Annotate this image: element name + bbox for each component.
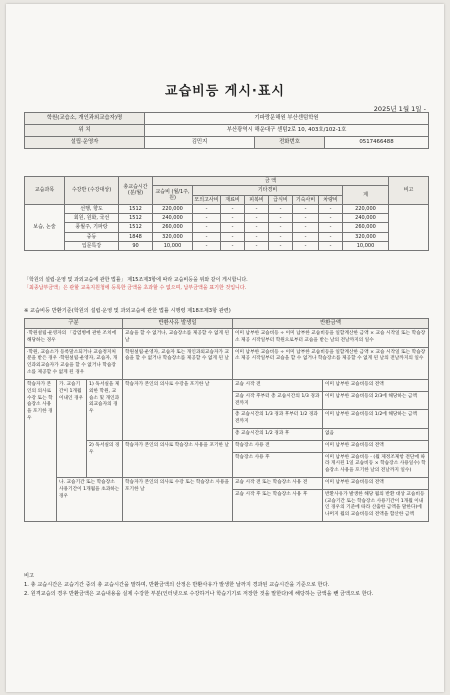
course-cell: 입문특강 [65,241,119,250]
division-cell: 1) 독서실을 제외한 학원, 교습소 및 개인과외교습자의 경우 [87,379,123,440]
amount-cell: 이미 납부한 교습비등의 2/3에 해당하는 금액 [323,391,429,410]
condition-cell [233,478,323,522]
info-value: 기파랑문해원 부산센텀학원 [145,113,429,125]
amount-cell: 이미 납부한 교습비등의 전액 [323,440,429,452]
reason-cell: 교습을 할 수 없거나, 교습장소를 제공할 수 없게 된 날 [123,329,233,348]
division-cell: ·학원, 교습소가 등록말소되거나 교습정지처분을 받은 경우 ·학원설립·운영자, 교습자, 개인과외교습자가 교습을 할 수 없거나 학습장소를 제공할 수 없게 된 경우 [25,347,123,379]
amount-cell: 이미 납부한 교습비등 ÷ 이미 납부한 교습비등을 일할계산한 금액 × 교습 시작일 또는 학습장소 제공 시작일부터 학원으로부터 교습을 받는 날의 전날까지의 일수 [233,329,429,348]
refund-row [25,329,429,348]
header-meal: 급식비 [269,195,293,204]
info-label: 설립·운영자 [25,137,145,149]
condition-cell: 교습 시작 후부터 총 교습시간의 1/3 경과 전까지 [233,391,323,410]
info-label: 전화번호 [255,137,325,149]
amount-text: 반환사유가 발생한 해당 월의 반환 대상 교습비등(교습기간 또는 학습장소 사용기간이 1개월 이내인 경우의 기준에 따라 산출한 금액을 말한다)에 나머지 월의 교습비등의 전액을 합산한 금액 [323,489,428,519]
other-cell: - [193,204,221,213]
header-material: 재료비 [221,195,245,204]
other-cell: - [245,241,269,250]
course-cell: 풍월주, 기파랑 [65,223,119,232]
reason-cell: 학습자가 본인의 의사로 수강을 포기한 날 [123,379,233,440]
header-refund-amount: 반환금액 [233,319,429,329]
amount-cell: 이미 납부한 교습비등의 전액 [323,379,429,391]
reason-cell: 학습자가 본인의 의사로 학습장소 사용을 포기한 날 [123,440,233,477]
subject-cell: 보습, 논술 [25,204,65,250]
header-amount: 금 액 [153,177,389,186]
refund-table [24,318,429,522]
total-cell: 240,000 [343,214,389,223]
division-cell: 나. 교습기간 또는 학습장소 사용기간이 1개월을 초과하는 경우 [57,478,123,522]
condition-cell: 학습장소 사용 후 [233,452,323,477]
condition-cell: 교습 시작 전 [233,379,323,391]
other-cell: - [193,214,221,223]
condition-cell: 총 교습시간의 1/2 경과 후 [233,428,323,440]
hours-cell: 1512 [119,214,153,223]
notice-date: 2025년 1월 1일 - [373,105,426,113]
fee-notes [24,277,428,292]
refund-row [25,347,429,379]
tuition-cell: 260,000 [153,223,193,232]
other-cell: - [319,241,343,250]
other-cell: - [245,214,269,223]
total-cell: 220,000 [343,204,389,213]
other-cell: - [221,223,245,232]
total-cell: 10,000 [343,241,389,250]
footer-label: 비고 [24,573,35,579]
tuition-cell: 240,000 [153,214,193,223]
note-cell [389,204,429,250]
other-cell: - [221,241,245,250]
header-uniform: 피복비 [245,195,269,204]
refund-row [25,478,429,522]
other-cell: - [245,204,269,213]
amount-cell: 없음 [323,428,429,440]
info-row [25,113,429,125]
other-cell: - [293,214,319,223]
other-cell: - [319,214,343,223]
other-cell: - [269,214,293,223]
condition-text: 교습 시작 전 또는 학습장소 사용 전 [235,480,308,485]
fee-row [25,214,429,223]
other-cell: - [221,204,245,213]
tuition-cell: 10,000 [153,241,193,250]
fee-row [25,204,429,213]
other-cell: - [319,204,343,213]
reason-cell: 학습자가 본인의 의사로 수강 또는 학습장소 사용을 포기한 날 [123,478,233,522]
info-row [25,137,429,149]
info-label: 위 치 [25,125,145,137]
notice-sheet [6,4,444,692]
other-cell: - [221,214,245,223]
hours-cell: 1512 [119,204,153,213]
condition-cell: 학습장소 사용 전 [233,440,323,452]
amount-cell: 이미 납부한 교습비등 ÷ 이미 납부한 교습비등을 일할계산한 금액 × 교습 시작일 또는 학습장소 제공 시작일부터 교습을 할 수 없거나 학습장소를 제공할 수 없게 된 날의 전날까지의 일수 [233,347,429,379]
course-cell: 회원, 원화, 국선 [65,214,119,223]
academy-info-table [24,112,429,149]
hours-cell: 1848 [119,232,153,241]
header-mock: 모의고사비 [194,196,219,203]
refund-row [25,379,429,391]
other-cell: - [269,232,293,241]
course-cell: 선행, 향도 [65,204,119,213]
header-division: 구분 [25,319,123,329]
note-line: 「학원의 설립·운영 및 과외교습에 관한 법률」 제15조제3항에 따라 교습비등을 위와 같이 게시합니다. [24,277,248,283]
header-reason: 반환사유 발생일 [123,319,233,329]
header-course: 수강반 (수강대상) [65,177,119,205]
refund-subtitle: ※ 교습비등 반환기준(학원의 설립·운영 및 과외교습에 관한 법률 시행령 제18조제3항 관련) [24,308,231,314]
note-line-red: 「최종납부금액」은 관할 교육지원청에 등록한 금액을 초과할 수 없으며, 납부금액을 표기한 것입니다. [24,284,247,291]
other-cell: - [269,241,293,250]
header-hours: 총교습시간(분/월) [119,177,153,205]
other-cell: - [193,232,221,241]
footer-line: 2. 원격교습의 경우 반환금액은 교습내용을 실제 수강한 부분(인터넷으로 수강하거나 학습기기로 저장한 것을 말한다)에 해당하는 금액을 뺀 금액으로 한다. [24,590,374,597]
condition-cell: 총 교습시간의 1/3 경과 후부터 1/2 경과 전까지 [233,410,323,429]
division-cell: 학습자가 본인의 의사로 수강 또는 학습장소 사용을 포기한 경우 [25,379,57,521]
other-cell: - [245,223,269,232]
fee-row [25,232,429,241]
other-cell: - [293,204,319,213]
other-cell: - [193,223,221,232]
page-title: 교습비등 게시·표시 [165,84,285,99]
other-cell: - [293,223,319,232]
fee-row [25,223,429,232]
hours-cell: 90 [119,241,153,250]
info-value: 0517466488 [325,137,429,149]
other-cell: - [293,241,319,250]
amount-text: 이미 납부한 교습비등의 전액 [325,480,384,485]
footer-line: 1. 총 교습시간은 교습기간 중의 총 교습시간을 말하며, 반환금액의 산정은 반환사유가 발생한 날까지 경과된 교습시간을 기준으로 한다. [24,581,330,588]
header-tuition: 교습비 (월/1주,원) [153,186,193,205]
footer-notes [24,572,428,599]
other-cell: - [193,241,221,250]
course-cell: 중등 [65,232,119,241]
other-cell: - [221,232,245,241]
info-row [25,125,429,137]
fee-table [24,176,429,251]
info-value: 김민지 [145,137,255,149]
amount-cell: 이미 납부한 교습비등의 1/2에 해당하는 금액 [323,410,429,429]
amount-cell [323,478,429,522]
other-cell: - [269,223,293,232]
other-cell: - [269,204,293,213]
total-cell: 260,000 [343,223,389,232]
tuition-cell: 220,000 [153,204,193,213]
header-total: 계 [343,186,389,205]
amount-cell: 이미 납부한 교습비등 - (월 제정조제항 전단에 따라 게시된 1일 교습비등 × 학습장소 사용일수) 학습장소 사용을 포기한 날의 전날까지 일수) [323,452,429,477]
header-dorm: 기숙사비 [293,195,319,204]
division-cell: 가. 교습기간이 1개월 이내인 경우 [57,379,87,477]
condition-text: 교습 시작 후 또는 학습장소 사용 후 [233,489,322,499]
hours-cell: 1512 [119,223,153,232]
other-cell: - [319,232,343,241]
total-cell: 320,000 [343,232,389,241]
division-cell: ·학원설립·운영자의 「감염병에 관한 조치에 해당하는 경우 [25,329,123,348]
tuition-cell: 320,000 [153,232,193,241]
division-cell: 2) 독서실의 경우 [87,440,123,477]
fee-row [25,241,429,250]
header-car: 차량비 [319,195,343,204]
header-note: 비고 [389,177,429,205]
other-cell: - [319,223,343,232]
other-cell: - [293,232,319,241]
reason-cell: 학원설립·운영자, 교습자 또는 개인과외교습자가 교습을 할 수 없거나 학습장소를 제공할 수 없게 된 날 [123,347,233,379]
header-subject: 교습과목 [25,177,65,205]
info-label: 학원(교습소, 개인과외교습자)명 [25,113,145,125]
other-cell: - [245,232,269,241]
header-other: 기타경비 [193,186,343,195]
info-value: 부산광역시 해운대구 센텀2로 10, 403호/102-1호 [145,125,429,137]
